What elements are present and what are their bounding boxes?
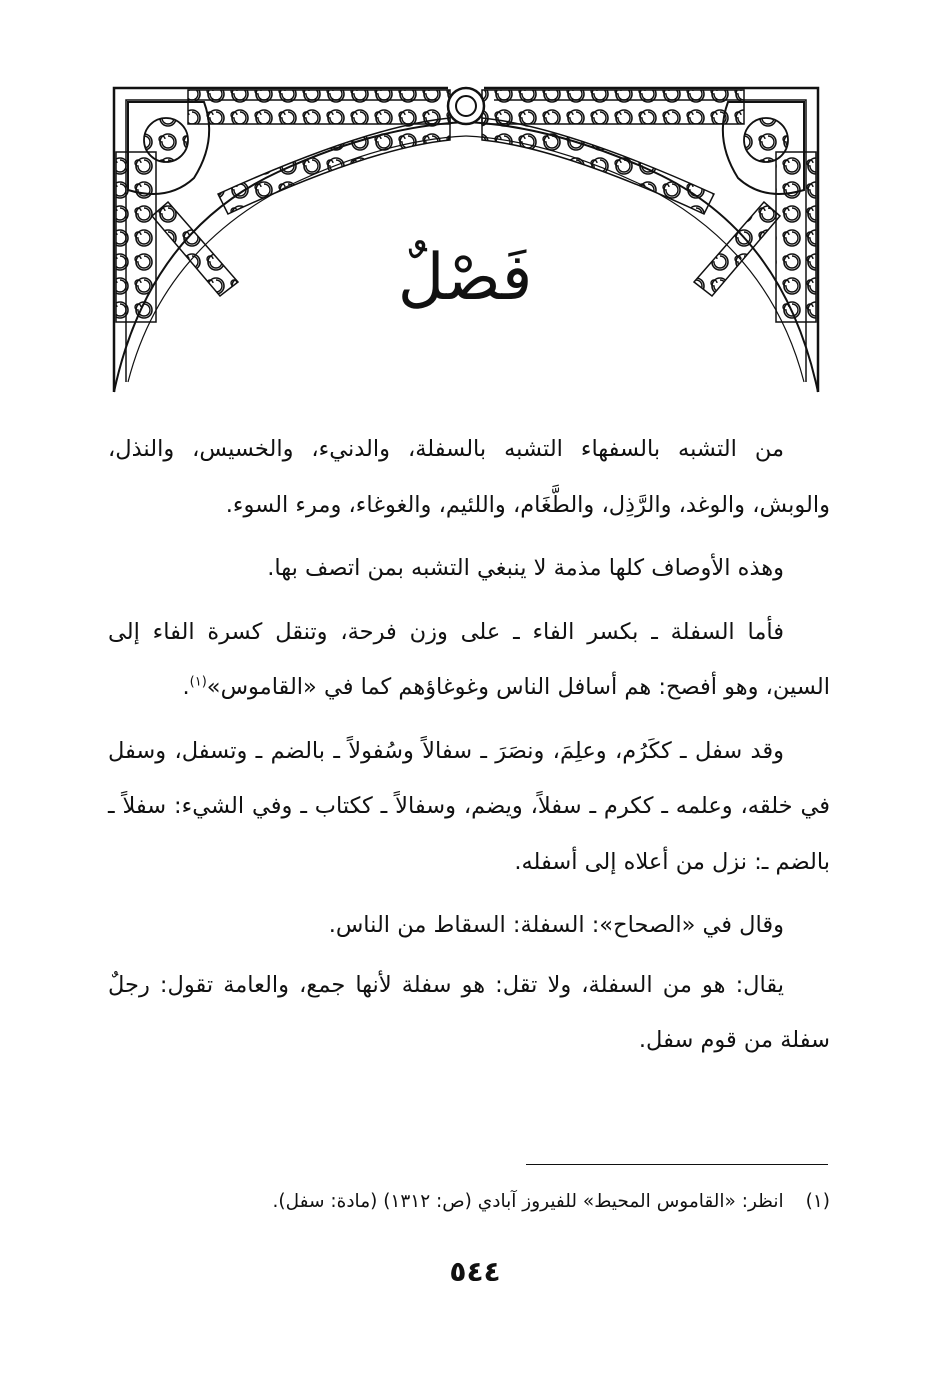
main-text (108, 422, 830, 1077)
paragraph: وهذه الأوصاف كلها مذمة لا ينبغي التشبه بمن اتصف بها. (267, 555, 784, 581)
section-title: فَصْلٌ (397, 241, 533, 315)
footnote-reference[interactable]: (١) (189, 674, 207, 690)
page-number: ٥٤٤ (449, 1255, 501, 1288)
paragraph: من التشبه بالسفهاء التشبه بالسفلة، والدنيء، والخسيس، والنذل، والوبش، والوغد، والرَّذِل، والطَّغَام، واللئيم، والغوغاء، ومرء السوء. (108, 436, 830, 518)
paragraph-with-footnote (108, 605, 830, 716)
footnote-number: (١) (805, 1191, 830, 1212)
paragraph: وقال في «الصحاح»: السفلة: السقاط من الناس. (328, 912, 784, 938)
footnote-divider (526, 1164, 828, 1165)
footnote-text: انظر: «القاموس المحيط» للفيروز آبادي (ص: ١٣١٢) (مادة: سفل). (272, 1191, 784, 1212)
paragraph: يقال: هو من السفلة، ولا تقل: هو سفلة لأنها جمع، والعامة تقول: رجلٌ سفلة من قوم سفل. (108, 971, 830, 1053)
footnote (108, 1182, 830, 1222)
paragraph-end: . (182, 674, 190, 700)
paragraph-text: فأما السفلة ـ بكسر الفاء ـ على وزن فرحة، وتنقل كسرة الفاء إلى السين، وهو أفصح: هم أسافل الناس وغوغاؤهم كما في «القاموس» (108, 618, 830, 700)
paragraph: وقد سفل ـ ككَرُم، وعلِمَ، ونصَرَ ـ سفالاً وسُفولاً ـ بالضم ـ وتسفل، وسفل في خلقه، وعلمه ـ ككرم ـ سفلاً، ويضم، وسفالاً ـ ككتاب ـ وفي الشيء: سفلاً ـ بالضم ـ: نزل من أعلاه إلى أسفله. (108, 737, 830, 875)
